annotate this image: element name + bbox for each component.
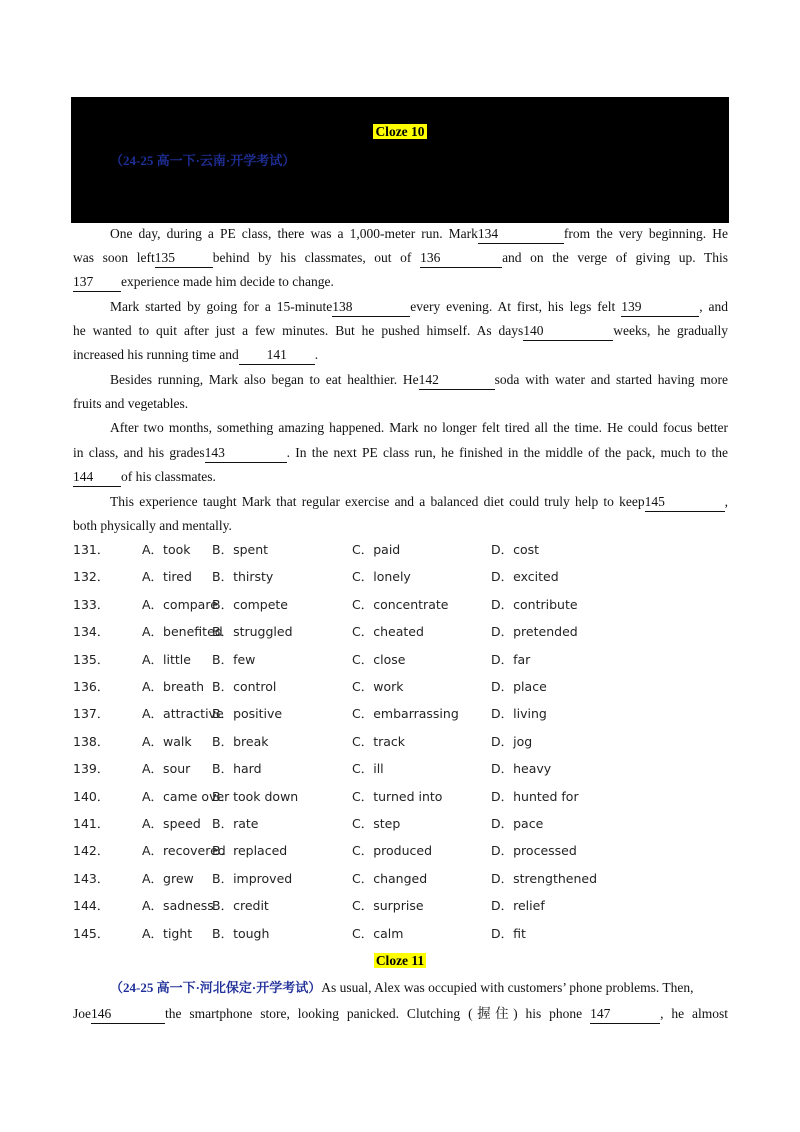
cloze-11-source: （24-25 高一下·河北保定·开学考试）	[110, 980, 322, 995]
option-a: A．compare	[142, 596, 218, 612]
option-b: B．control	[212, 679, 277, 694]
option-b: B．few	[212, 651, 256, 667]
option-c: C．cheated	[352, 624, 424, 640]
passage-line: in class, and his grades143 . In the next PE class run, he finished in the middle of the pack, much to the	[73, 441, 728, 465]
option-b: B．struggled	[212, 624, 293, 640]
question-number: 141．	[73, 816, 110, 831]
option-a: A．sadness	[142, 898, 214, 914]
option-b: B．replaced	[212, 843, 288, 859]
option-row	[73, 896, 728, 918]
option-d: D．jog	[491, 733, 533, 749]
option-c: C．work	[352, 679, 404, 694]
option-c: C．paid	[352, 542, 401, 557]
option-c: C．lonely	[352, 569, 411, 585]
blank-144: 144	[73, 468, 121, 487]
option-d: D．processed	[491, 843, 577, 859]
option-row	[73, 869, 728, 891]
option-a: A．tired	[142, 569, 192, 585]
question-number: 132．	[73, 569, 110, 585]
option-d: D．far	[491, 651, 531, 667]
cloze-11-title: Cloze 11	[375, 953, 425, 968]
option-row	[73, 595, 728, 617]
passage-line: he wanted to quit after just a few minutes. But he pushed himself. As days140 weeks, he gradually	[73, 319, 728, 343]
option-d: D．hunted for	[491, 788, 579, 804]
option-row	[73, 841, 728, 863]
option-c: C．concentrate	[352, 596, 449, 612]
passage-line: 137 experience made him decide to change.	[73, 270, 728, 294]
option-c: C．track	[352, 733, 406, 749]
option-a: A．walk	[142, 733, 192, 749]
option-d: D．contribute	[491, 596, 578, 612]
option-d: D．pace	[491, 816, 544, 831]
question-number: 142．	[73, 843, 110, 859]
option-c: C．close	[352, 651, 406, 667]
option-b: B．took down	[212, 788, 299, 804]
option-d: D．relief	[491, 898, 545, 914]
option-row	[73, 677, 728, 699]
blank-146: 146	[91, 1005, 165, 1024]
option-a: A．came over	[142, 788, 230, 804]
question-number: 139．	[73, 761, 110, 777]
blank-137: 137	[73, 273, 121, 292]
question-number: 145．	[73, 925, 110, 941]
option-b: B．tough	[212, 925, 270, 941]
question-number: 134．	[73, 624, 110, 640]
option-d: D．heavy	[491, 761, 552, 777]
option-row	[73, 540, 728, 562]
option-row	[73, 924, 728, 946]
question-number: 133．	[73, 596, 110, 612]
option-d: D．fit	[491, 925, 526, 941]
option-b: B．improved	[212, 870, 293, 886]
option-row	[73, 704, 728, 726]
question-number: 136．	[73, 679, 110, 694]
blank-147: 147	[590, 1005, 660, 1024]
option-row	[73, 622, 728, 644]
option-c: C．calm	[352, 925, 404, 941]
option-b: B．rate	[212, 816, 259, 831]
option-d: D．cost	[491, 542, 540, 557]
option-c: C．changed	[352, 870, 428, 886]
passage-line: （24-25 高一下·河北保定·开学考试）As usual, Alex was occupied with customers’ phone problems. Then,	[110, 980, 694, 995]
option-d: D．pretended	[491, 624, 578, 640]
blank-136: 136	[420, 249, 502, 268]
passage-line: Joe146 the smartphone store, looking panicked. Clutching (握住) his phone 147 , he almost	[73, 1002, 728, 1026]
option-b: B．spent	[212, 542, 269, 557]
option-row	[73, 567, 728, 589]
option-c: C．turned into	[352, 788, 443, 804]
passage-line: increased his running time and 141 .	[73, 343, 728, 367]
passage-line: 144 of his classmates.	[73, 465, 728, 489]
blank-134: 134	[478, 225, 564, 244]
passage-line: This experience taught Mark that regular exercise and a balanced diet could truly help to keep145 ,	[110, 490, 728, 514]
question-number: 144．	[73, 898, 110, 914]
option-a: A．little	[142, 651, 191, 667]
option-a: A．tight	[142, 925, 193, 941]
blank-138: 138	[332, 298, 410, 317]
question-number: 143．	[73, 870, 110, 886]
option-a: A．took	[142, 542, 191, 557]
option-c: C．step	[352, 816, 401, 831]
blank-142: 142	[419, 371, 495, 390]
cloze-10-source: （24-25 高一下·云南·开学考试）	[110, 153, 296, 168]
option-c: C．embarrassing	[352, 706, 459, 722]
question-number: 137．	[73, 706, 110, 722]
blank-139: 139	[621, 298, 699, 317]
option-b: B．positive	[212, 706, 283, 722]
question-number: 138．	[73, 733, 110, 749]
option-a: A．recovered	[142, 843, 226, 859]
blank-145: 145	[645, 493, 725, 512]
option-d: D．excited	[491, 569, 559, 585]
option-d: D．strengthened	[491, 870, 598, 886]
option-d: D．living	[491, 706, 547, 722]
option-b: B．credit	[212, 898, 269, 914]
option-c: C．surprise	[352, 898, 424, 914]
option-a: A．speed	[142, 816, 201, 831]
passage-line: Mark started by going for a 15-minute138 every evening. At first, his legs felt 139 , and	[110, 295, 728, 319]
option-row	[73, 732, 728, 754]
blank-140: 140	[523, 322, 613, 341]
option-b: B．hard	[212, 761, 262, 777]
option-a: A．attractive	[142, 706, 224, 722]
passage-line: Besides running, Mark also began to eat healthier. He142 soda with water and started having more	[110, 368, 728, 392]
passage-line: both physically and mentally.	[73, 518, 232, 533]
option-d: D．place	[491, 679, 547, 694]
question-number: 135．	[73, 651, 110, 667]
passage-line: After two months, something amazing happened. Mark no longer felt tired all the time. He could focus better	[110, 420, 728, 435]
option-b: B．break	[212, 733, 269, 749]
option-a: A．grew	[142, 870, 194, 886]
blank-141: 141	[239, 346, 315, 365]
option-row	[73, 787, 728, 809]
option-c: C．produced	[352, 843, 433, 859]
option-b: B．compete	[212, 596, 288, 612]
option-a: A．breath	[142, 679, 205, 694]
option-a: A．sour	[142, 761, 191, 777]
passage-line: was soon left135 behind by his classmates, out of 136 and on the verge of giving up. This	[73, 246, 728, 270]
passage-line: fruits and vegetables.	[73, 396, 189, 411]
blank-135: 135	[155, 249, 213, 268]
question-number: 140．	[73, 788, 110, 804]
passage-line: One day, during a PE class, there was a 1,000-meter run. Mark134 from the very beginning. He	[110, 222, 728, 246]
cloze-10-title: Cloze 10	[375, 124, 425, 139]
option-c: C．ill	[352, 761, 384, 777]
blank-143: 143	[205, 444, 287, 463]
option-row	[73, 759, 728, 781]
question-number: 131．	[73, 542, 110, 557]
option-row	[73, 650, 728, 672]
option-row	[73, 814, 728, 836]
option-b: B．thirsty	[212, 569, 274, 585]
option-a: A．benefited	[142, 624, 223, 640]
